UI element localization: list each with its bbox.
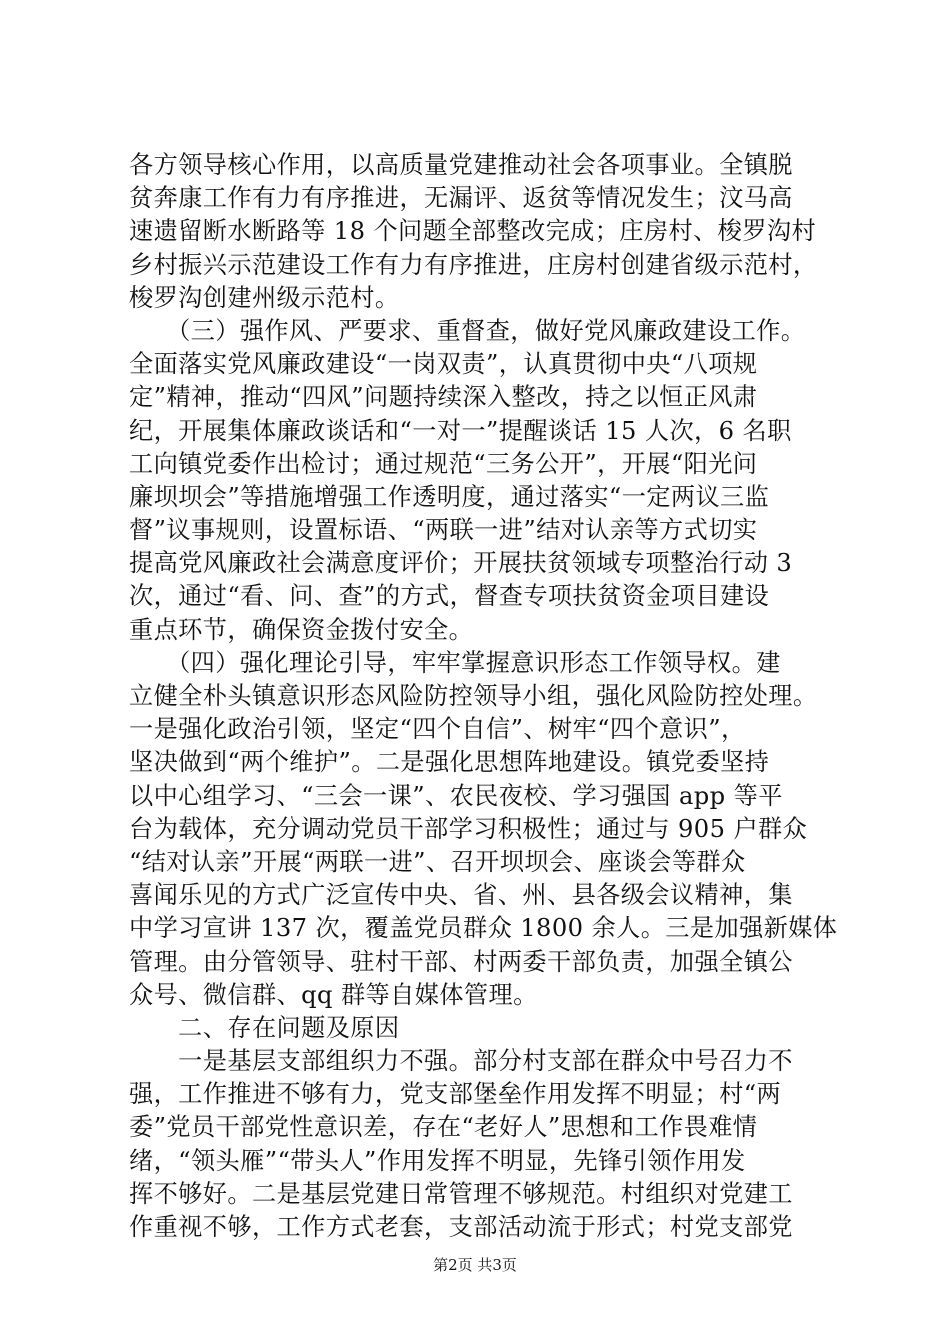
text-line: 众号、微信群、qq 群等自媒体管理。	[129, 980, 538, 1009]
text-line: 一是基层支部组织力不强。部分村支部在群众中号召力不	[129, 1047, 793, 1076]
text-line: 重点环节，确保资金拨付安全。	[129, 615, 474, 644]
text-line: 中学习宣讲 137 次，覆盖党员群众 1800 余人。三是加强新媒体	[129, 914, 838, 943]
text-line: 全面落实党风廉政建设“一岗双责”，认真贯彻中央“八项规	[129, 350, 758, 379]
text-line: 立健全朴头镇意识形态风险防控领导小组，强化风险防控处理。	[129, 682, 818, 710]
text-line: “结对认亲”开展“两联一进”、召开坝坝会、座谈会等群众	[129, 847, 746, 876]
text-line: 喜闻乐见的方式广泛宣传中央、省、州、县各级会议精神，集	[129, 881, 793, 910]
text-line: 梭罗沟创建州级示范村。	[129, 283, 400, 312]
text-line: 委”党员干部党性意识差，存在“老好人”思想和工作畏难情	[129, 1113, 758, 1142]
text-line: 作重视不够，工作方式老套，支部活动流于形式；村党支部党	[129, 1213, 793, 1241]
text-line: 各方领导核心作用，以高质量党建推动社会各项事业。全镇脱	[129, 151, 793, 179]
text-line: 挥不够好。二是基层党建日常管理不够规范。村组织对党建工	[129, 1179, 793, 1208]
text-line: 次，通过“看、问、查”的方式，督查专项扶贫资金项目建设	[129, 582, 770, 611]
text-line: 速遗留断水断路等 18 个问题全部整改完成；庄房村、梭罗沟村	[129, 217, 817, 246]
text-line: 督”议事规则，设置标语、“两联一进”结对认亲等方式切实	[129, 516, 758, 545]
text-line: 台为载体，充分调动党员干部学习积极性；通过与 905 户群众	[129, 814, 808, 843]
text-line: 贫奔康工作有力有序推进，无漏评、返贫等情况发生；汶马高	[129, 184, 793, 213]
page-number-footer: 第2页 共3页	[433, 1256, 517, 1274]
text-line: 一是强化政治引领，坚定“四个自信”、树牢“四个意识”，	[129, 715, 746, 744]
section-heading-line: （三）强作风、严要求、重督查，做好党风廉政建设工作。	[129, 316, 806, 345]
section-heading-line: 二、存在问题及原因	[129, 1013, 400, 1042]
text-line: 廉坝坝会”等措施增强工作透明度，通过落实“一定两议三监	[129, 482, 770, 511]
text-line: 绪，“领头雁”“带头人”作用发挥不明显，先锋引领作用发	[129, 1146, 746, 1175]
section-heading-line: （四）强化理论引导，牢牢掌握意识形态工作领导权。建	[129, 648, 781, 677]
text-line: 工向镇党委作出检讨；通过规范“三务公开”，开展“阳光问	[129, 449, 758, 478]
text-line: 强，工作推进不够有力，党支部堡垒作用发挥不明显；村“两	[129, 1080, 782, 1109]
text-line: 乡村振兴示范建设工作有力有序推进，庄房村创建省级示范村，	[129, 250, 818, 279]
text-line: 提高党风廉政社会满意度评价；开展扶贫领域专项整治行动 3	[129, 549, 793, 578]
text-line: 定”精神，推动“四风”问题持续深入整改，持之以恒正风肃	[129, 383, 758, 412]
document-body	[129, 149, 841, 1244]
text-line: 以中心组学习、“三会一课”、农民夜校、学习强国 app 等平	[129, 781, 783, 810]
text-line: 纪，开展集体廉政谈话和“一对一”提醒谈话 15 人次，6 名职	[129, 416, 792, 445]
text-line: 坚决做到“两个维护”。二是强化思想阵地建设。镇党委坚持	[129, 748, 770, 777]
text-line: 管理。由分管领导、驻村干部、村两委干部负责，加强全镇公	[129, 947, 793, 976]
